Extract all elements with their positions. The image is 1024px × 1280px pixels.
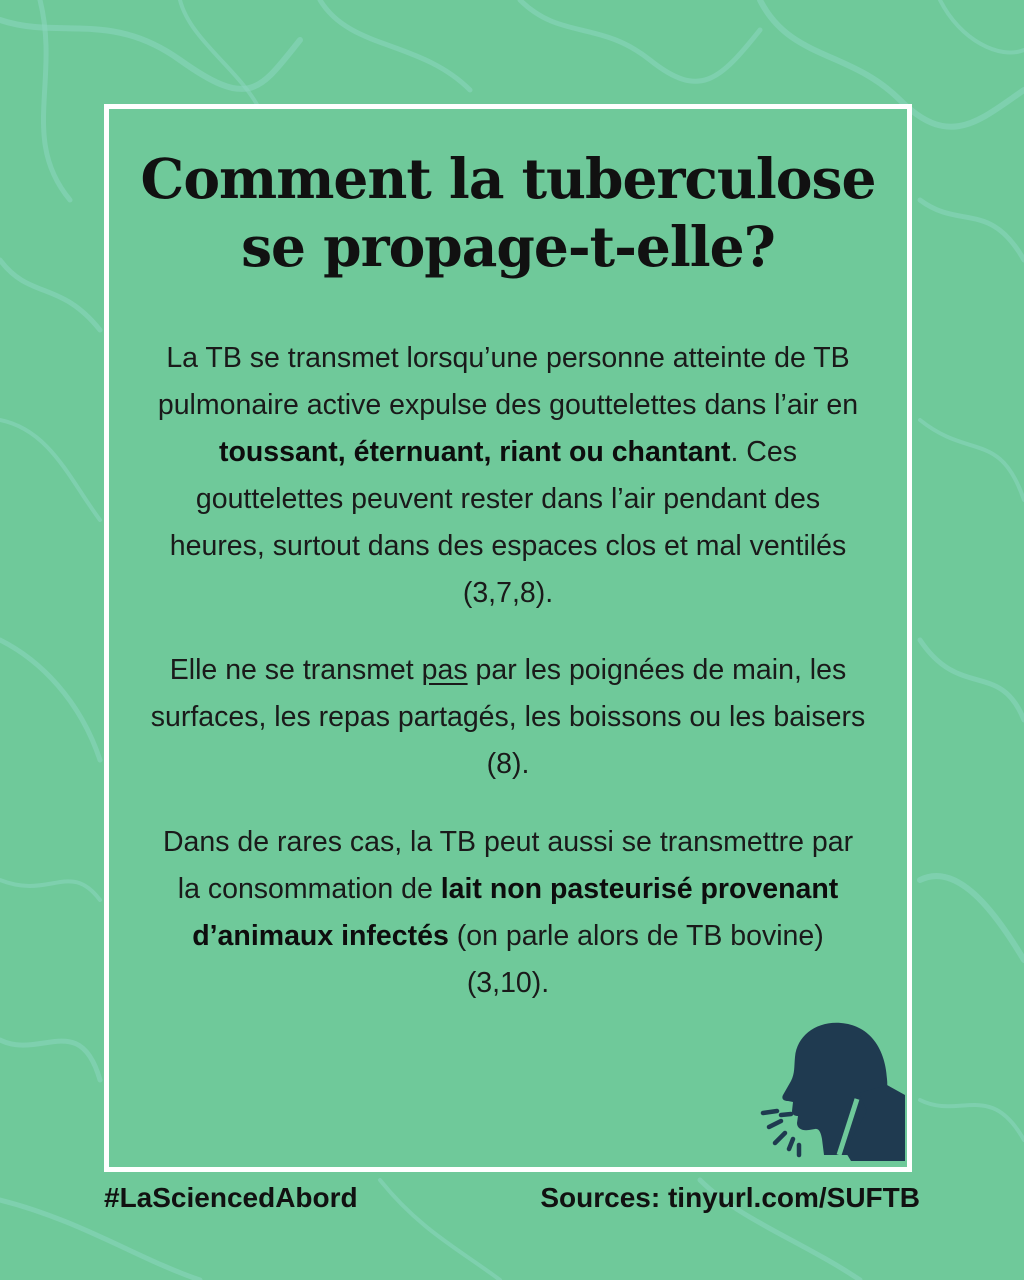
paragraph-2-intro: Elle ne se transmet (169, 654, 422, 686)
page-title (109, 145, 907, 281)
paragraph-rare-cases (149, 819, 867, 1007)
paragraph-not-transmitted (149, 647, 867, 788)
sources-link[interactable]: Sources: tinyurl.com/SUFTB (540, 1182, 920, 1213)
paragraph-3-outro: (on parle alors de TB bovine) (3,10). (448, 920, 824, 999)
coughing-person-icon (755, 1015, 905, 1161)
paragraph-2-underline: pas (421, 654, 468, 686)
paragraph-transmission (149, 335, 867, 617)
hashtag-label: #LaSciencedAbord (104, 1182, 358, 1213)
paragraph-2-outro: par les poignées de main, les surfaces, les repas partagés, les boissons ou les baisers (8). (150, 654, 866, 780)
paragraph-1-outro: . Ces gouttelettes peuvent rester dans l’air pendant des heures, surtout dans des espaces clos et mal ventilés (3,7,8). (169, 436, 847, 609)
paragraph-3-bold: lait non pasteurisé provenant d’animaux infectés (192, 873, 839, 952)
paragraph-1-intro: La TB se transmet lorsqu’une personne atteinte de TB pulmonaire active expulse des gouttelettes dans l’air en (157, 342, 859, 421)
title-line-1: Comment la tuberculose (140, 146, 876, 211)
paragraph-3-intro: Dans de rares cas, la TB peut aussi se transmettre par la consommation de (162, 826, 854, 905)
paragraph-1-bold: toussant, éternuant, riant ou chantant (219, 436, 731, 468)
title-line-2: se propage-t-elle? (241, 214, 775, 279)
content-frame (104, 104, 912, 1172)
